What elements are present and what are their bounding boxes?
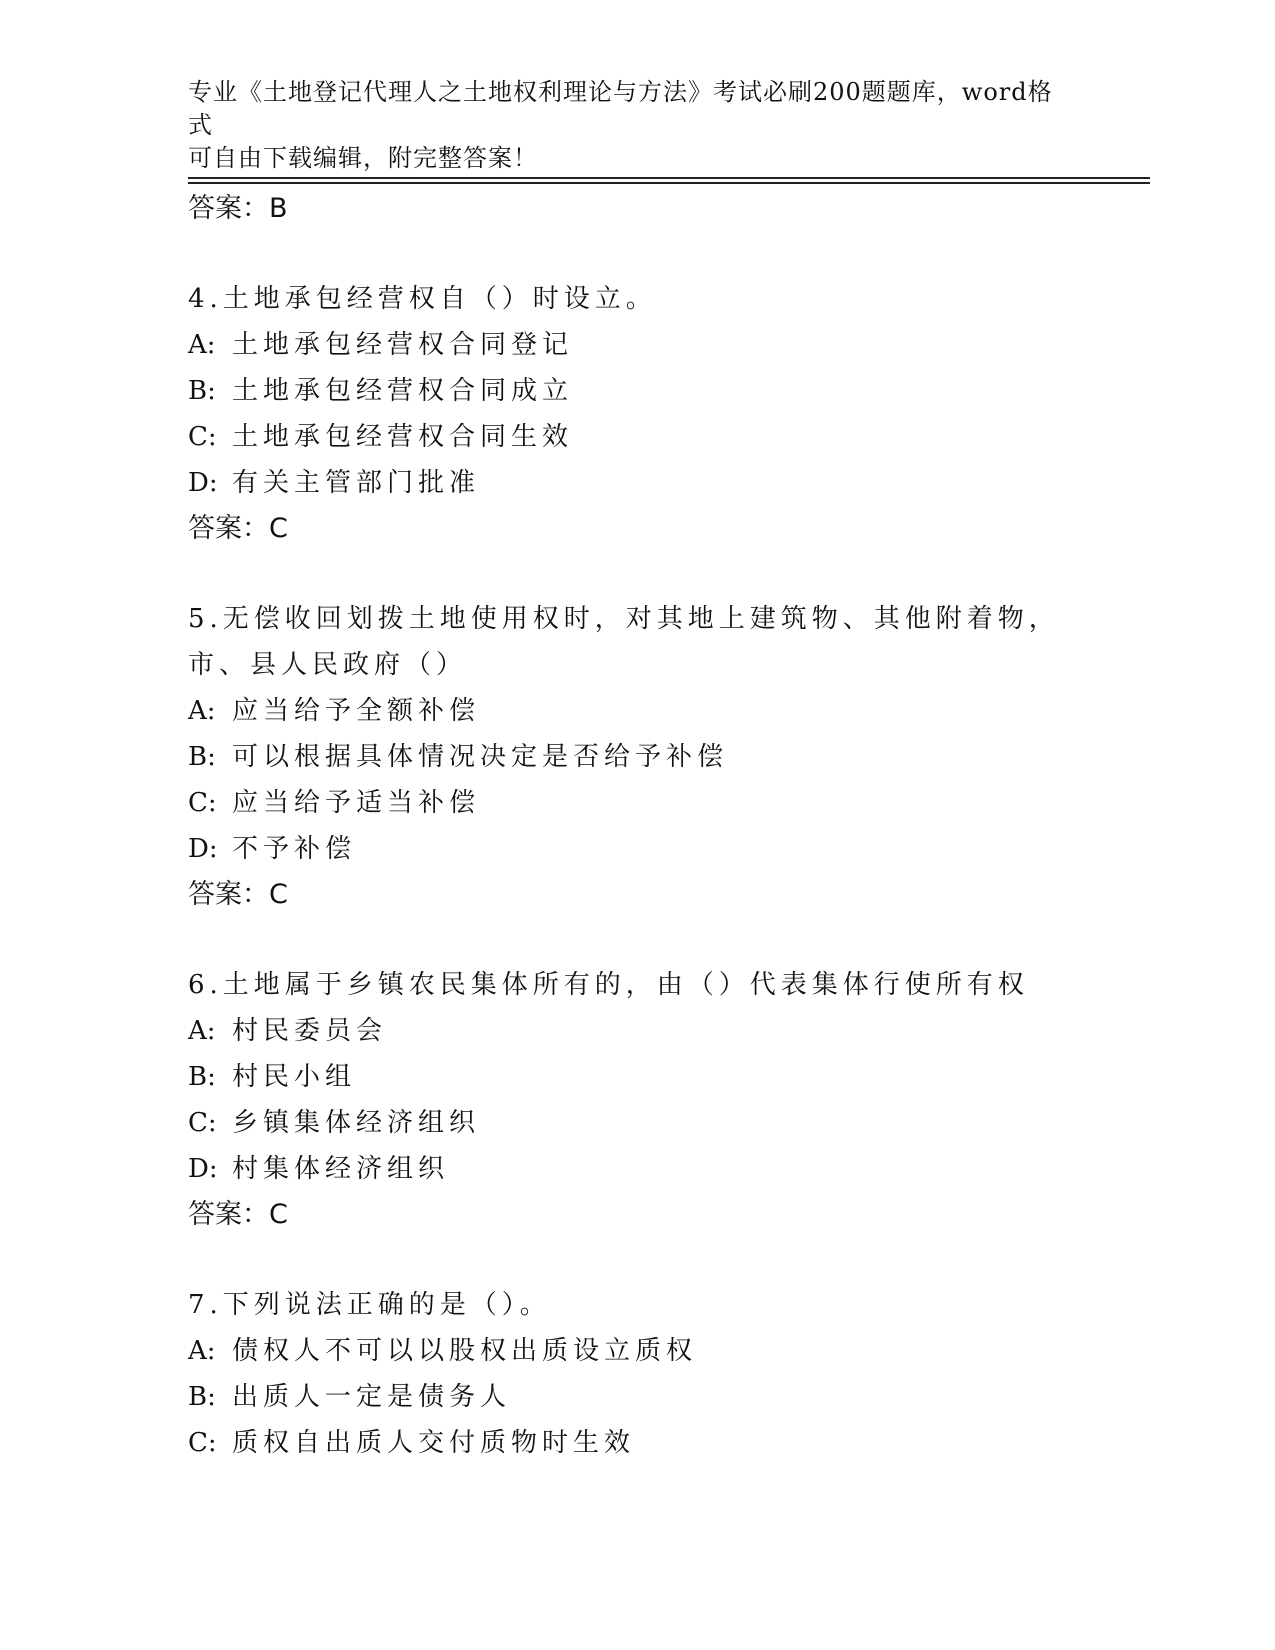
option-d (188, 1146, 1108, 1192)
option-letter: C: (188, 422, 217, 452)
question-block-4 (188, 276, 1108, 552)
option-text: 村民小组 (232, 1062, 357, 1092)
header-divider-bottom (188, 182, 1150, 184)
option-letter: C: (188, 1108, 217, 1138)
option-c (188, 1420, 1108, 1466)
option-letter: A: (188, 330, 216, 360)
answer: 答案：C (188, 879, 288, 910)
header-divider-top (188, 177, 1150, 179)
question-block-6 (188, 962, 1108, 1238)
previous-answer: 答案：B (188, 193, 288, 224)
spacer (188, 1238, 1108, 1282)
option-a (188, 322, 1108, 368)
option-text: 应当给予全额补偿 (232, 696, 481, 726)
option-text: 应当给予适当补偿 (232, 788, 481, 818)
option-letter: B: (188, 1062, 216, 1092)
option-b (188, 734, 1108, 780)
question-text: 5.无偿收回划拨土地使用权时，对其地上建筑物、其他附着物，市、县人民政府（） (188, 604, 1060, 680)
option-d (188, 826, 1108, 872)
option-text: 村集体经济组织 (232, 1154, 450, 1184)
question-text: 4.土地承包经营权自（）时设立。 (188, 284, 657, 314)
question-block-7 (188, 1282, 1108, 1466)
option-a (188, 1008, 1108, 1054)
answer: 答案：C (188, 1199, 288, 1230)
option-letter: D: (188, 468, 218, 498)
option-c (188, 1100, 1108, 1146)
option-text: 土地承包经营权合同成立 (232, 376, 574, 406)
question-text: 6.土地属于乡镇农民集体所有的，由（）代表集体行使所有权 (188, 970, 1029, 1000)
option-letter: D: (188, 834, 218, 864)
option-text: 土地承包经营权合同生效 (232, 422, 574, 452)
option-b (188, 368, 1108, 414)
option-letter: B: (188, 742, 216, 772)
option-text: 土地承包经营权合同登记 (232, 330, 574, 360)
option-text: 质权自出质人交付质物时生效 (232, 1428, 636, 1458)
option-text: 可以根据具体情况决定是否给予补偿 (232, 742, 729, 772)
option-letter: B: (188, 376, 216, 406)
header-line-2: 可自由下载编辑，附完整答案！ (188, 144, 538, 172)
option-letter: A: (188, 1016, 216, 1046)
question-block-5 (188, 596, 1108, 918)
option-text: 有关主管部门批准 (232, 468, 481, 498)
option-d (188, 460, 1108, 506)
option-a (188, 1328, 1108, 1374)
option-text: 乡镇集体经济组织 (232, 1108, 481, 1138)
option-a (188, 688, 1108, 734)
question-text: 7.下列说法正确的是（）。 (188, 1290, 551, 1320)
option-b (188, 1054, 1108, 1100)
option-letter: C: (188, 1428, 217, 1458)
option-c (188, 780, 1108, 826)
option-letter: A: (188, 1336, 216, 1366)
option-text: 村民委员会 (232, 1016, 388, 1046)
option-letter: C: (188, 788, 217, 818)
option-c (188, 414, 1108, 460)
question-list (188, 186, 1108, 1466)
option-text: 债权人不可以以股权出质设立质权 (232, 1336, 698, 1366)
option-letter: A: (188, 696, 216, 726)
option-b (188, 1374, 1108, 1420)
header-line-1: 专业《土地登记代理人之土地权利理论与方法》考试必刷200题题库，word格式 (188, 78, 1053, 139)
option-letter: B: (188, 1382, 216, 1412)
spacer (188, 232, 1108, 276)
spacer (188, 918, 1108, 962)
spacer (188, 552, 1108, 596)
option-letter: D: (188, 1154, 218, 1184)
option-text: 不予补偿 (232, 834, 357, 864)
option-text: 出质人一定是债务人 (232, 1382, 512, 1412)
answer: 答案：C (188, 513, 288, 544)
document-header (188, 76, 1068, 175)
